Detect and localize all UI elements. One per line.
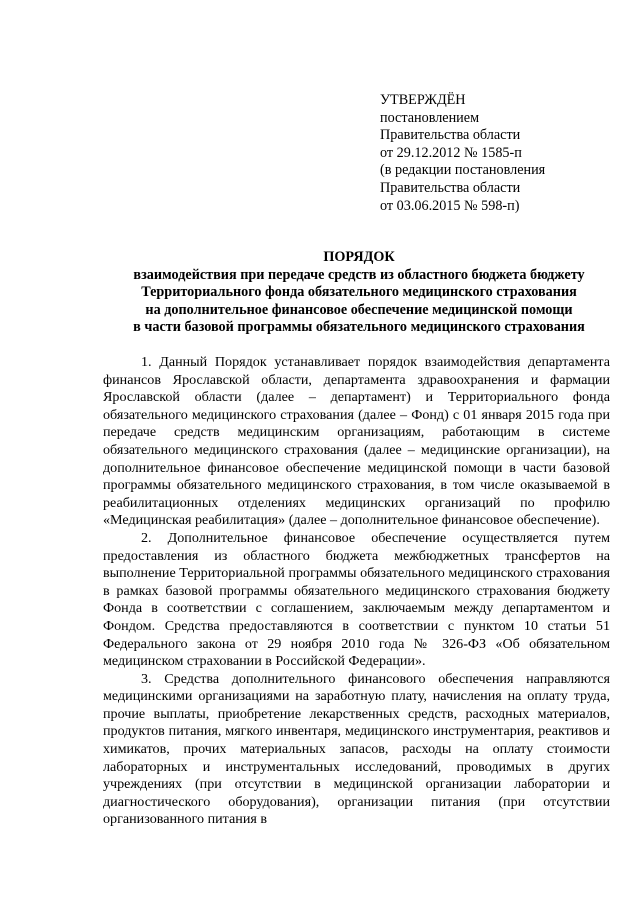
title-heading: ПОРЯДОК bbox=[323, 249, 395, 265]
approval-line: (в редакции постановления bbox=[380, 162, 546, 179]
title-line: в части базовой программы обязательного медицинского страхования bbox=[133, 319, 585, 336]
paragraph-2: 2. Дополнительное финансовое обеспечение осуществляется путем предоставления из областного бюджета межбюджетных трансфертов на выполнение Территориальной программы обязательного медицинского страхования в рамках базовой программы обязательного медицинского страхования бюджету Фонда в соответствии с соглашением, заключаемым между департаментом и Фондом. Средства предоставляются в соответствии с пунктом 10 статьи 51 Федерального закона от 29 ноября 2010 года № 326-ФЗ «Об обязательном медицинском страховании в Российской Федерации». bbox=[103, 529, 610, 670]
paragraph-3: 3. Средства дополнительного финансового обеспечения направляются медицинскими организациями на заработную плату, начисления на оплату труда, прочие выплаты, приобретение лекарственных средств, расходных материалов, продуктов питания, мягкого инвентаря, медицинского инструментария, реактивов и химикатов, прочих материальных запасов, расходы на оплату стоимости лабораторных и инструментальных исследований, проводимых в других учреждениях (при отсутствии в медицинской организации лаборатории и диагностического оборудования), организации питания (при отсутствии организованного питания в bbox=[103, 670, 610, 828]
approval-line: Правительства области bbox=[380, 127, 521, 144]
document-body bbox=[103, 354, 610, 829]
title-line: на дополнительное финансовое обеспечение медицинской помощи bbox=[145, 301, 573, 318]
approval-line: Правительства области bbox=[380, 179, 521, 196]
approval-line: от 03.06.2015 № 598-п) bbox=[380, 197, 520, 214]
paragraph-1: 1. Данный Порядок устанавливает порядок взаимодействия департамента финансов Ярославской области, департамента здравоохранения и фармации Ярославской области (далее – департамент) и Территориального фонда обязательного медицинского страхования (далее – Фонд) с 01 января 2015 года при передаче средств медицинским организациям, работающим в системе обязательного медицинского страхования (далее – медицинские организации), на дополнительное финансовое обеспечение медицинской помощи в части базовой программы обязательного медицинского страхования, в том числе оказываемой в реабилитационных отделениях медицинских организаций по профилю «Медицинская реабилитация» (далее – дополнительное финансовое обеспечение). bbox=[103, 354, 610, 529]
approval-line: от 29.12.2012 № 1585-п bbox=[380, 144, 522, 161]
title-line: взаимодействия при передаче средств из областного бюджета бюджету bbox=[133, 266, 585, 283]
approval-line: постановлением bbox=[380, 109, 480, 126]
approval-stamp bbox=[380, 92, 620, 215]
document-title bbox=[100, 249, 618, 337]
title-line: Территориального фонда обязательного медицинского страхования bbox=[141, 284, 577, 301]
approval-line: УТВЕРЖДЁН bbox=[380, 92, 466, 108]
